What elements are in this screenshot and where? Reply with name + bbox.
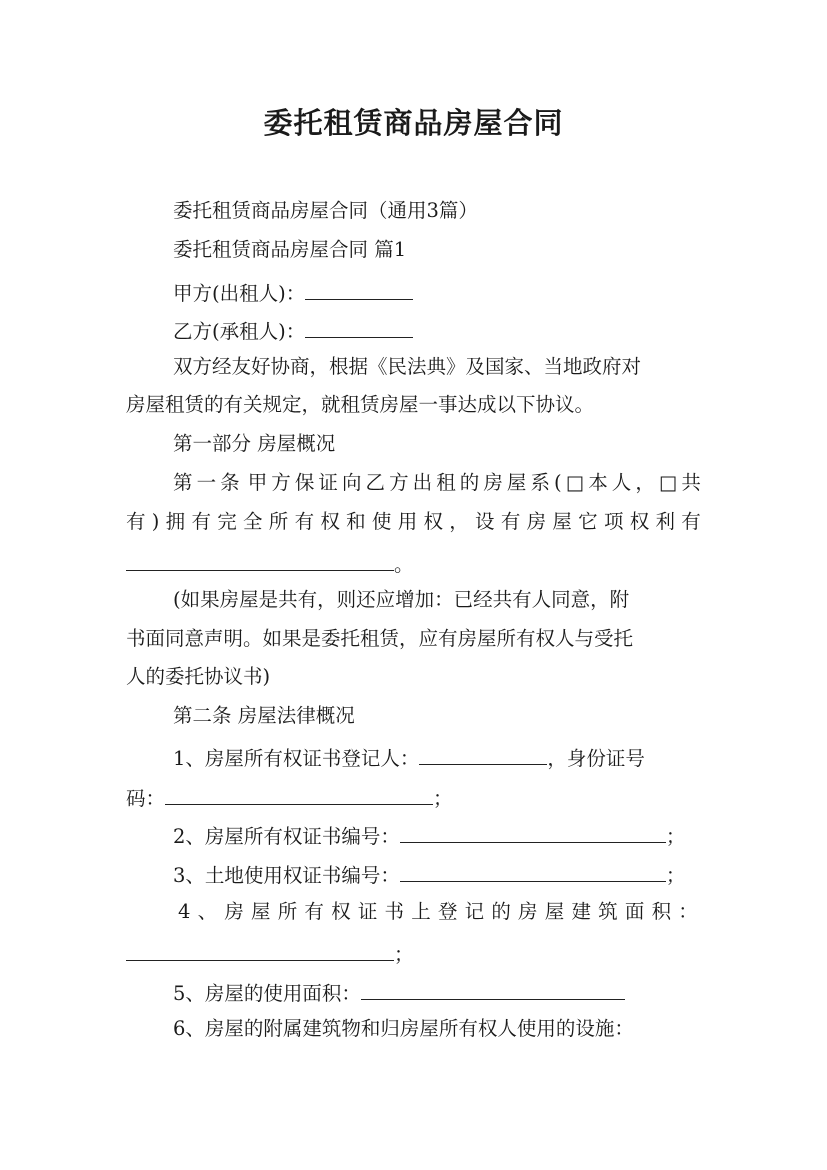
doc-line-agreement-1: 双方经友好协商，根据《民法典》及国家、当地政府对 [173,355,642,378]
semicolon-mark: ； [433,787,453,810]
item-5-label: 5、房屋的使用面积： [173,982,361,1005]
doc-line-note-2: 书面同意声明。如果是委托租赁，应有房屋所有权人与受托 [126,627,634,650]
doc-line-article-1-cont: 有 ) 拥 有 完 全 所 有 权 和 使 用 权 ， 设 有 房 屋 它 项 权 利 有 [126,510,701,533]
item-1-id-label: ，身份证号 [547,747,645,770]
item-2-label: 2、房屋所有权证书编号： [173,825,400,848]
party-b-blank [305,318,413,338]
item-3-label: 3、土地使用权证书编号： [173,864,400,887]
registrant-blank [419,745,547,765]
building-area-blank [126,941,394,961]
other-rights-blank [126,551,394,571]
doc-line-subtitle: 委托租赁商品房屋合同（通用3篇） [173,199,478,222]
party-a-label: 甲方(出租人)： [173,282,306,305]
doc-line-article-1: 第 一 条 甲 方 保 证 向 乙 方 出 租 的 房 屋 系 ( □ 本 人 ， □ 共 [173,471,701,494]
doc-line-note-1: (如果房屋是共有，则还应增加：已经共有人同意，附 [173,588,630,611]
semicolon-mark: ； [665,864,686,887]
party-a-blank [305,280,413,300]
doc-line-item-6: 6、房屋的附属建筑物和归房屋所有权人使用的设施： [173,1017,634,1040]
document-title: 委托租赁商品房屋合同 [263,106,564,140]
period-mark: 。 [394,553,414,576]
doc-line-item-1 [173,745,645,769]
semicolon-mark: ； [665,825,686,848]
doc-line-item-3 [173,862,685,886]
doc-line-party-a [173,280,413,304]
party-b-label: 乙方(承租人)： [173,320,306,343]
doc-line-item-4: 4 、 房 屋 所 有 权 证 书 上 登 记 的 房 屋 建 筑 面 积 ： [178,900,698,923]
doc-line-section-heading: 委托租赁商品房屋合同 篇1 [173,238,407,261]
land-cert-blank [400,862,666,882]
doc-line-item-4-cont [126,941,414,965]
doc-line-party-b [173,318,413,342]
doc-line-article-1-blank [126,551,414,575]
semicolon-mark: ； [394,943,414,966]
ownership-cert-blank [400,823,666,843]
usable-area-blank [361,980,625,1000]
doc-line-agreement-2: 房屋租赁的有关规定，就租赁房屋一事达成以下协议。 [126,393,595,416]
item-1-label: 1、房屋所有权证书登记人： [173,747,420,770]
doc-line-item-5 [173,980,625,1004]
doc-line-item-1-cont [126,785,453,809]
doc-line-note-3: 人的委托协议书) [126,665,271,688]
id-number-blank [165,785,433,805]
doc-line-part-one-heading: 第一部分 房屋概况 [173,432,336,455]
doc-line-article-2-heading: 第二条 房屋法律概况 [173,704,355,727]
doc-line-item-2 [173,823,685,847]
item-1-id-code-label: 码： [126,787,166,810]
